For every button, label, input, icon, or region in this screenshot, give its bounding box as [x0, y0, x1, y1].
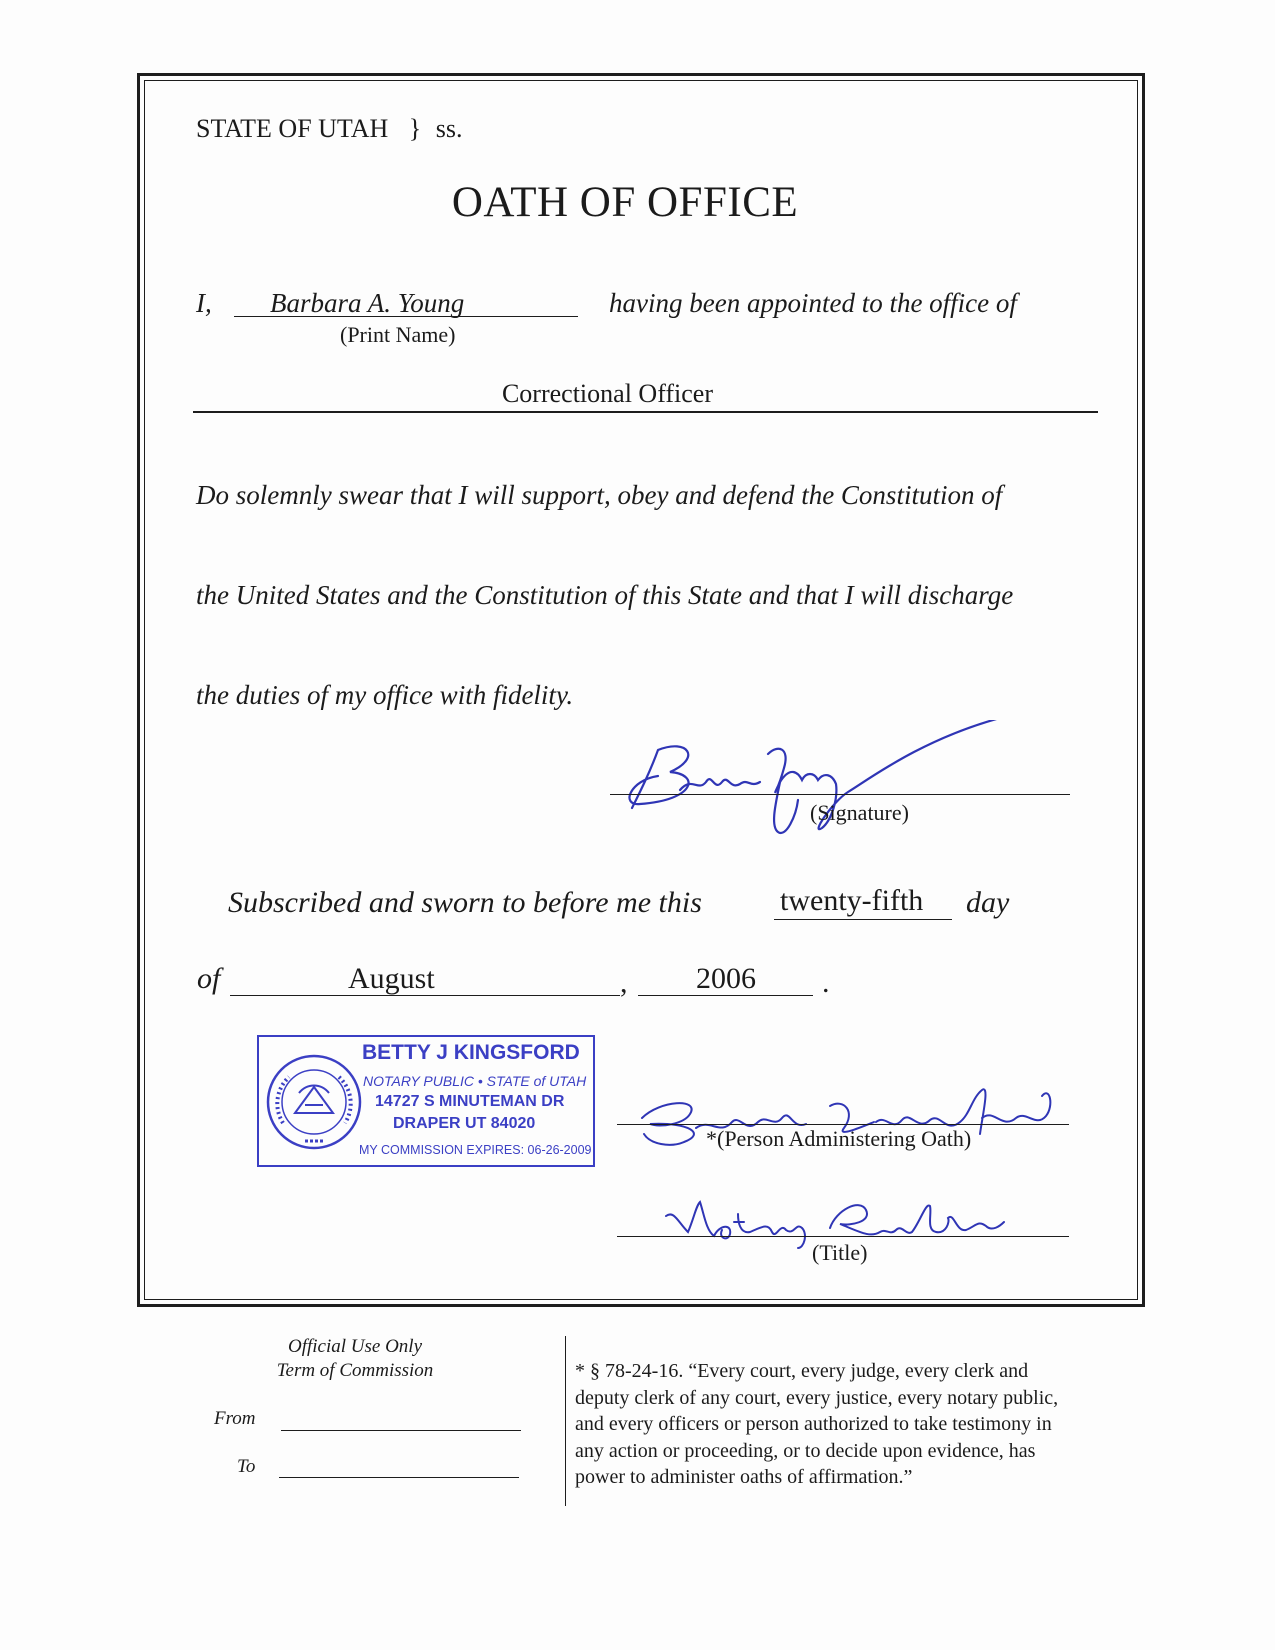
- title-caption: (Title): [812, 1240, 868, 1265]
- administering-caption: *(Person Administering Oath): [706, 1126, 972, 1151]
- notary-stamp: [257, 1035, 595, 1167]
- to-label: To: [237, 1456, 256, 1477]
- state-seal-icon: [265, 1053, 363, 1151]
- appointee-signature: [600, 720, 1020, 850]
- notary-city: DRAPER UT 84020: [393, 1115, 536, 1132]
- state-label: STATE OF UTAH: [196, 114, 389, 143]
- from-label: From: [214, 1408, 256, 1429]
- oath-line-3: the duties of my office with fidelity.: [196, 680, 574, 710]
- of-word: of: [197, 962, 221, 995]
- subscribed-text: Subscribed and sworn to before me this: [228, 886, 702, 919]
- pronoun-i: I,: [196, 288, 212, 318]
- day-underline: [774, 919, 952, 920]
- term-of-commission-heading: Term of Commission: [276, 1360, 434, 1381]
- period: .: [822, 966, 830, 999]
- day-word: day: [966, 886, 1010, 919]
- to-field[interactable]: [279, 1477, 519, 1478]
- venue-header: [196, 114, 463, 144]
- comma: ,: [620, 966, 628, 999]
- name-underline: [234, 316, 578, 317]
- notary-name: BETTY J KINGSFORD: [362, 1041, 580, 1064]
- signature-underline: [610, 794, 1070, 795]
- from-field[interactable]: [281, 1430, 521, 1431]
- office-underline: [193, 411, 1098, 413]
- oath-line-1: Do solemnly swear that I will support, obey and defend the Constitution of: [196, 480, 1003, 510]
- notary-address: 14727 S MINUTEMAN DR: [375, 1093, 565, 1110]
- footnote-line-4: any action or proceeding, or to decide upon evidence, has: [575, 1439, 1036, 1462]
- print-name-caption: (Print Name): [340, 322, 456, 347]
- footnote-line-5: power to administer oaths of affirmation.”: [575, 1466, 913, 1488]
- official-use-heading: Official Use Only: [287, 1336, 423, 1357]
- year-value: 2006: [696, 962, 756, 995]
- year-underline: [638, 995, 813, 996]
- brace: }: [408, 114, 422, 143]
- section-divider: [565, 1336, 566, 1506]
- appointed-phrase: having been appointed to the office of: [609, 288, 1017, 318]
- commission-expires: MY COMMISSION EXPIRES: 06-26-2009: [359, 1143, 592, 1157]
- appointee-name: Barbara A. Young: [270, 288, 465, 318]
- month-value: August: [348, 962, 435, 995]
- footnote-line-2: deputy clerk of any court, every justice, every notary public,: [575, 1386, 1059, 1409]
- footnote-line-3: and every officers or person authorized to take testimony in: [575, 1413, 1052, 1435]
- month-underline: [230, 995, 620, 996]
- ss-label: ss.: [435, 114, 463, 143]
- oath-line-2: the United States and the Constitution of this State and that I will discharge: [196, 580, 1014, 610]
- statute-footnote: [575, 1358, 1058, 1491]
- notary-title: NOTARY PUBLIC • STATE of UTAH: [363, 1073, 587, 1089]
- document-title: OATH OF OFFICE: [451, 179, 799, 226]
- administering-underline: [617, 1124, 1069, 1125]
- signature-caption: (Signature): [810, 800, 909, 825]
- office-title: Correctional Officer: [501, 379, 714, 408]
- day-value: twenty-fifth: [780, 884, 924, 917]
- footnote-line-1: * § 78-24-16. “Every court, every judge, every clerk and: [575, 1360, 1029, 1382]
- title-underline: [617, 1236, 1069, 1237]
